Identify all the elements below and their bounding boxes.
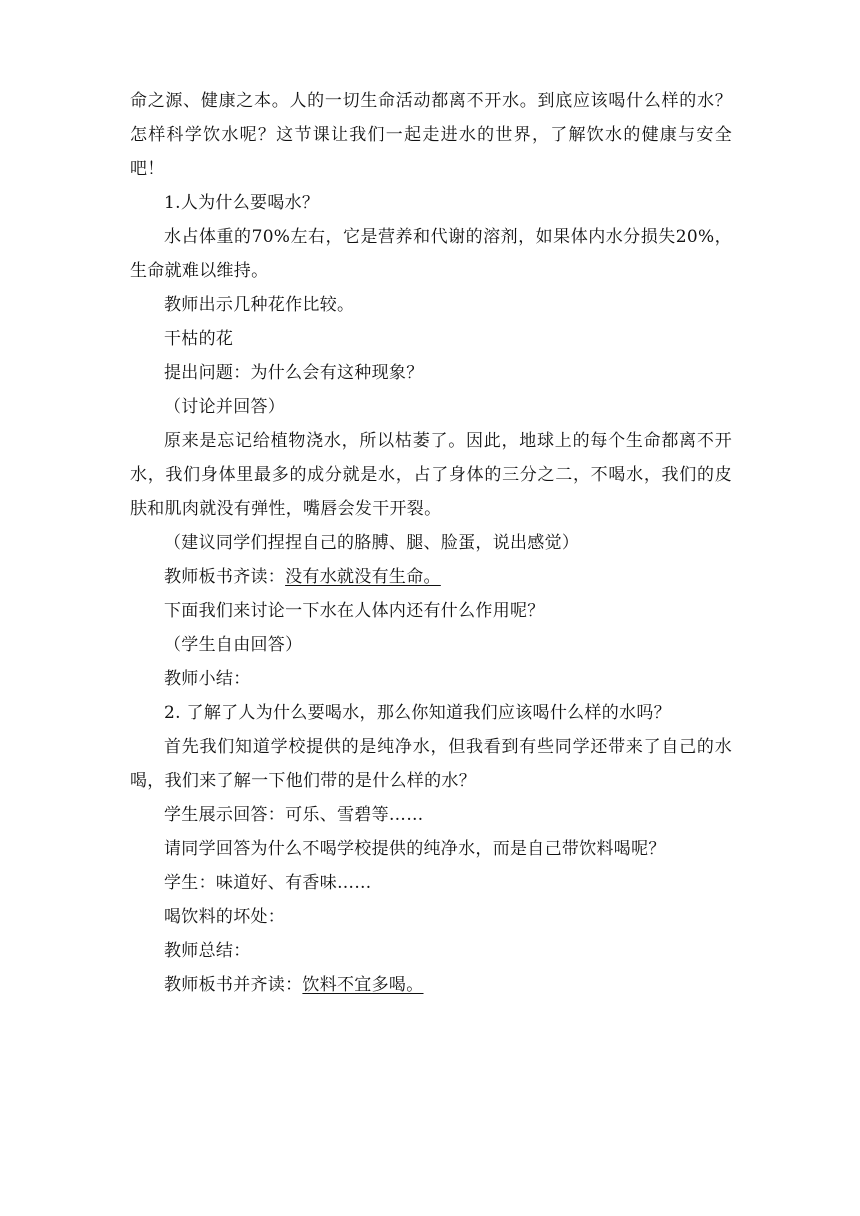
students-free-answer-note: （学生自由回答） (164, 635, 303, 655)
pure-water-paragraph: 首先我们知道学校提供的是纯净水，但我看到有些同学还带来了自己的水喝，我们来了解一下他们带的是什么样的水？ (130, 737, 732, 791)
board-read-2-text: 饮料不宜多喝。 (302, 975, 424, 995)
dry-flower-caption: 干枯的花 (164, 329, 234, 349)
board-read-label: 教师板书齐读： (164, 567, 286, 587)
ask-why-line: 请同学回答为什么不喝学校提供的纯净水，而是自己带饮料喝呢？ (164, 839, 666, 859)
board-read-2-label: 教师板书并齐读： (164, 975, 303, 995)
discuss-answer-note: （讨论并回答） (164, 397, 286, 417)
section-2-title: 2. 了解了人为什么要喝水，那么你知道我们应该喝什么样的水吗？ (164, 703, 671, 723)
discuss-next-line: 下面我们来讨论一下水在人体内还有什么作用呢？ (164, 601, 545, 621)
board-read-line (130, 560, 732, 594)
students-show-line: 学生展示回答：可乐、雪碧等…… (164, 805, 424, 825)
intro-paragraph: 命之源、健康之本。人的一切生命活动都离不开水。到底应该喝什么样的水？怎样科学饮水呢？这节课让我们一起走进水的世界，了解饮水的健康与安全吧！ (130, 91, 732, 179)
board-read-text: 没有水就没有生命。 (285, 567, 441, 587)
teacher-conclusion-line: 教师总结： (164, 941, 251, 961)
drink-harm-line: 喝饮料的坏处： (164, 907, 286, 927)
section-1-title: 1.人为什么要喝水？ (164, 193, 320, 213)
teacher-summary-line: 教师小结： (164, 669, 251, 689)
teacher-shows-flowers: 教师出示几种花作比较。 (164, 295, 355, 315)
document-page (130, 84, 732, 1002)
question-line: 提出问题：为什么会有这种现象？ (164, 363, 424, 383)
explanation-paragraph: 原来是忘记给植物浇水，所以枯萎了。因此，地球上的每个生命都离不开水，我们身体里最多的成分就是水，占了身体的三分之二，不喝水，我们的皮肤和肌肉就没有弹性，嘴唇会发干开裂。 (130, 431, 732, 519)
student-reply-line: 学生：味道好、有香味…… (164, 873, 372, 893)
suggestion-note: （建议同学们捏捏自己的胳膊、腿、脸蛋，说出感觉） (164, 533, 580, 553)
board-read-2-line (130, 968, 732, 1002)
water-ratio-paragraph: 水占体重的70%左右，它是营养和代谢的溶剂，如果体内水分损失20%，生命就难以维持。 (130, 227, 732, 281)
